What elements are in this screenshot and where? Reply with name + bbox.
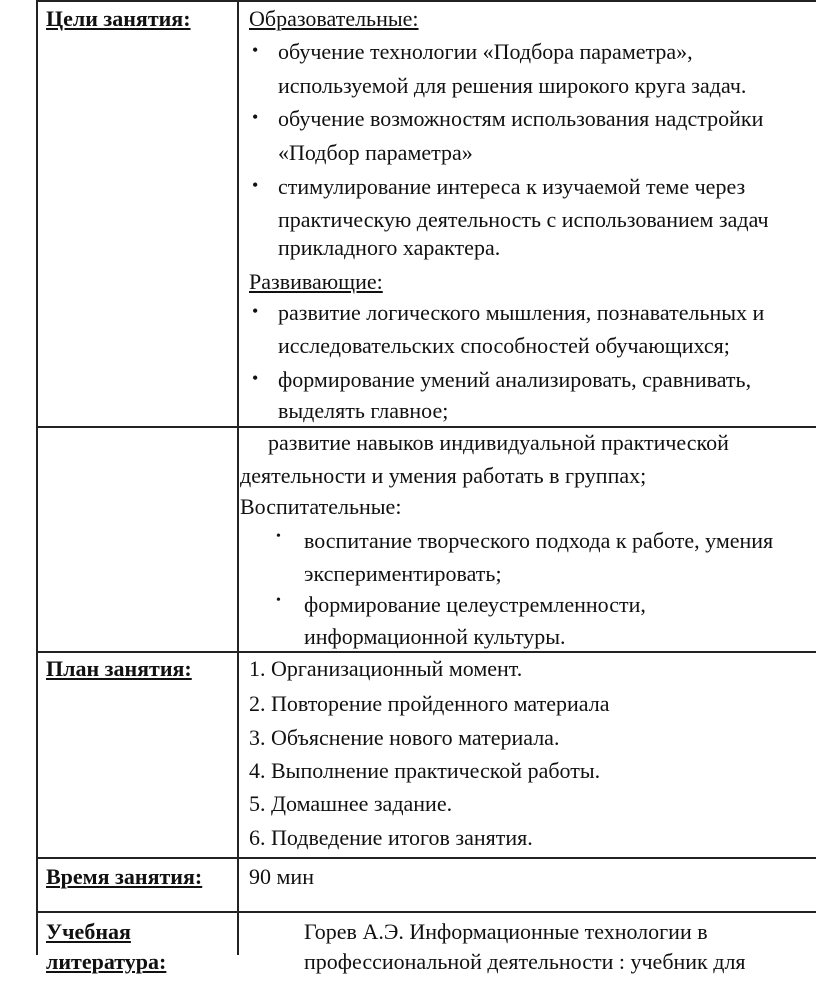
educational-heading: Образовательные:	[249, 6, 419, 31]
list-item-text: развитие навыков индивидуальной практической	[268, 430, 729, 455]
upbringing-heading: Воспитательные:	[240, 494, 402, 519]
list-item-text: формирование умений анализировать, сравнивать,	[278, 367, 752, 392]
plan-item: 2. Повторение пройденного материала	[249, 691, 610, 716]
plan-item: 4. Выполнение практической работы.	[249, 758, 601, 783]
list-item-text: используемой для решения широкого круга задач.	[278, 73, 747, 98]
row-divider	[36, 651, 816, 653]
plan-item: 5. Домашнее задание.	[249, 791, 453, 816]
plan-label: План занятия:	[46, 656, 192, 681]
bullet: •	[252, 107, 259, 127]
bullet: •	[276, 529, 281, 544]
bullet: •	[276, 593, 281, 608]
list-item-text: обучение возможностям использования надстройки	[278, 106, 764, 131]
literature-label: Учебная	[46, 919, 131, 944]
goals-label: Цели занятия:	[46, 6, 191, 31]
bullet: •	[252, 301, 259, 321]
plan-item: 3. Объяснение нового материала.	[249, 725, 560, 750]
list-item-text: исследовательских способностей обучающихся;	[278, 333, 730, 358]
bullet: •	[252, 368, 259, 388]
plan-item: 1. Организационный момент.	[249, 656, 523, 681]
list-item-text: прикладного характера.	[278, 235, 501, 260]
list-item-text: формирование целеустремленности,	[304, 592, 646, 617]
literature-label: литература:	[46, 949, 167, 974]
row-divider	[36, 857, 816, 859]
list-item-text: обучение технологии «Подбора параметра»,	[278, 39, 693, 64]
list-item-text: практическую деятельность с использованием задач	[278, 207, 769, 232]
time-value: 90 мин	[249, 864, 314, 889]
bullet: •	[252, 175, 259, 195]
row-divider	[36, 0, 816, 2]
column-divider	[237, 0, 239, 955]
plan-item: 6. Подведение итогов занятия.	[249, 825, 533, 850]
row-divider	[36, 911, 816, 913]
list-item-text: информационной культуры.	[304, 624, 566, 649]
time-label: Время занятия:	[46, 864, 203, 889]
literature-text: Горев А.Э. Информационные технологии в	[304, 919, 708, 944]
list-item-text: развитие логического мышления, познавательных и	[278, 300, 765, 325]
list-item-text: «Подбор параметра»	[278, 140, 473, 165]
column-divider	[36, 0, 38, 955]
list-item-text: выделять главное;	[278, 398, 449, 423]
developing-heading: Развивающие:	[249, 269, 383, 294]
list-item-text: деятельности и умения работать в группах;	[240, 463, 647, 488]
literature-text: профессиональной деятельности : учебник для	[304, 949, 746, 974]
bullet: •	[252, 40, 259, 60]
list-item-text: экспериментировать;	[304, 561, 502, 586]
list-item-text: стимулирование интереса к изучаемой теме через	[278, 174, 746, 199]
row-divider	[36, 426, 816, 428]
list-item-text: воспитание творческого подхода к работе, умения	[304, 528, 774, 553]
